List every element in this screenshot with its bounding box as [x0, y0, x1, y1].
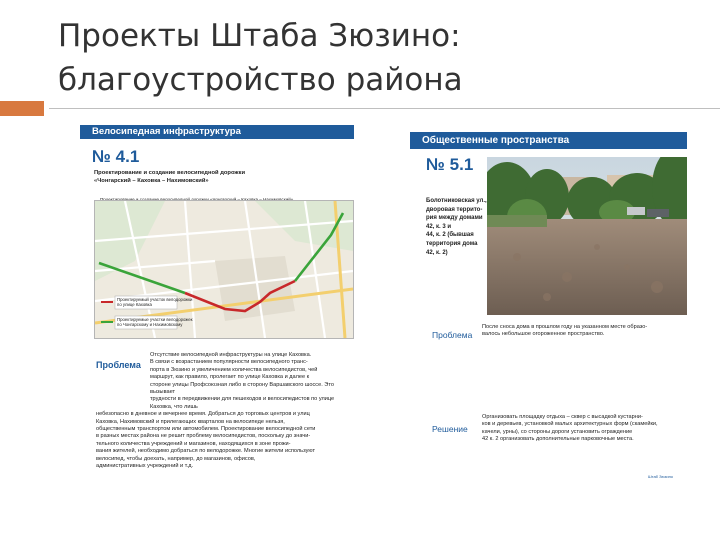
left-doc-header: Велосипедная инфраструктура	[80, 125, 354, 139]
map-legend-red-line1: Проектируемый участок велодорожки	[117, 297, 193, 302]
text-line: Болотниковская ул.,	[426, 198, 487, 204]
left-doc-number: № 4.1	[92, 147, 140, 166]
text-line: территория дома	[426, 240, 478, 247]
text-line: небезопасно в дневное и вечернее время. Добраться до торговых центров и улиц	[96, 411, 310, 418]
accent-divider	[49, 108, 720, 109]
right-solution-text	[482, 414, 687, 444]
right-solution-label: Решение	[432, 424, 468, 434]
right-doc-number: № 5.1	[426, 155, 474, 174]
text-line: вания жителей, необходимо добраться по велодорожке. Многие жители используют	[96, 448, 316, 455]
text-line: стороне улицы Профсоюзная либо в сторону Варшавского шоссе. Это вызывает	[150, 381, 334, 396]
text-line: рия между домами	[426, 215, 483, 222]
text-line: административных учреждений и т.д.	[96, 463, 194, 470]
text-line: В связи с возрастанием популярности велосипедного транс-	[150, 359, 308, 366]
text-line: качели, урны), со стороны дороги установить ограждение	[482, 428, 633, 435]
slide-title-line2: благоустройство района	[58, 62, 463, 98]
text-line: в разных местах района не решит проблему велосипедистов, поскольку до значи-	[96, 433, 311, 440]
right-doc-header: Общественные пространства	[410, 132, 687, 149]
text-line: общественным транспортом или автомобилем. Проектирование велосипедной сети	[96, 426, 316, 433]
text-line: ков и деревьев, установкой малых архитектурных форм (скамейки,	[482, 421, 658, 428]
text-line: 44, к. 2 (бывшая	[426, 232, 474, 239]
text-line: велосипед, чтобы доехать, например, до магазинов, офисов,	[96, 455, 256, 462]
left-problem-text	[96, 352, 354, 471]
text-line: Каховка, Нахимовский и прилегающих кварталов на велосипеде нельзя,	[96, 418, 285, 425]
accent-block	[0, 101, 44, 116]
left-doc-subtitle-line2: «Чонгарский – Каховка – Нахимовский»	[94, 178, 209, 184]
right-problem-text	[482, 324, 687, 339]
map-legend-green-line2: по Чонгарскому и Нахимовскому	[117, 322, 183, 327]
footer-mark: Штаб Зюзино	[648, 474, 673, 479]
text-line: После сноса дома в прошлом году на указанном месте образо-	[482, 324, 648, 330]
text-line: Организовать площадку отдыха – сквер с высадкой кустарни-	[482, 414, 643, 420]
map-legend-red	[117, 297, 192, 307]
text-line: дворовая террито-	[426, 206, 483, 213]
map-legend-green	[117, 317, 192, 327]
map-legend-green-line1: Проектируемые участки велодорожек	[117, 317, 193, 322]
text-line: валось небольшое огороженное пространство.	[482, 331, 605, 338]
text-line: тельного количества учреждений и магазинов, находящихся в зоне прожи-	[96, 440, 291, 447]
left-problem-label: Проблема	[96, 360, 141, 370]
slide-title	[58, 14, 658, 102]
text-line: маршрут, как правило, пролегает по улице Каховка и далее к	[150, 374, 310, 381]
text-line: Отсутствие велосипедной инфраструктуры на улице Каховка.	[150, 352, 312, 358]
text-line: 42, к. 3 и	[426, 223, 452, 230]
right-problem-label: Проблема	[432, 330, 473, 340]
text-line: 42, к. 2)	[426, 249, 448, 256]
map-legend-red-line2: по улице Каховка	[117, 302, 152, 307]
left-doc-subtitle-line1: Проектирование и создание велосипедной дорожки	[94, 170, 246, 176]
text-line: трудности в передвижении для пешеходов и велосипедистов по улице Каховка, что лишь	[150, 396, 335, 410]
site-photo-graphic	[487, 157, 687, 315]
site-photo	[487, 157, 687, 315]
right-doc-address	[426, 197, 487, 257]
text-line: 42 к. 2 организовать дополнительные парковочные места.	[482, 436, 634, 443]
slide-title-line1: Проекты Штаба Зюзино:	[58, 18, 461, 54]
text-line: порта в Зюзино и увеличением количества велосипедистов, чей	[150, 366, 318, 373]
